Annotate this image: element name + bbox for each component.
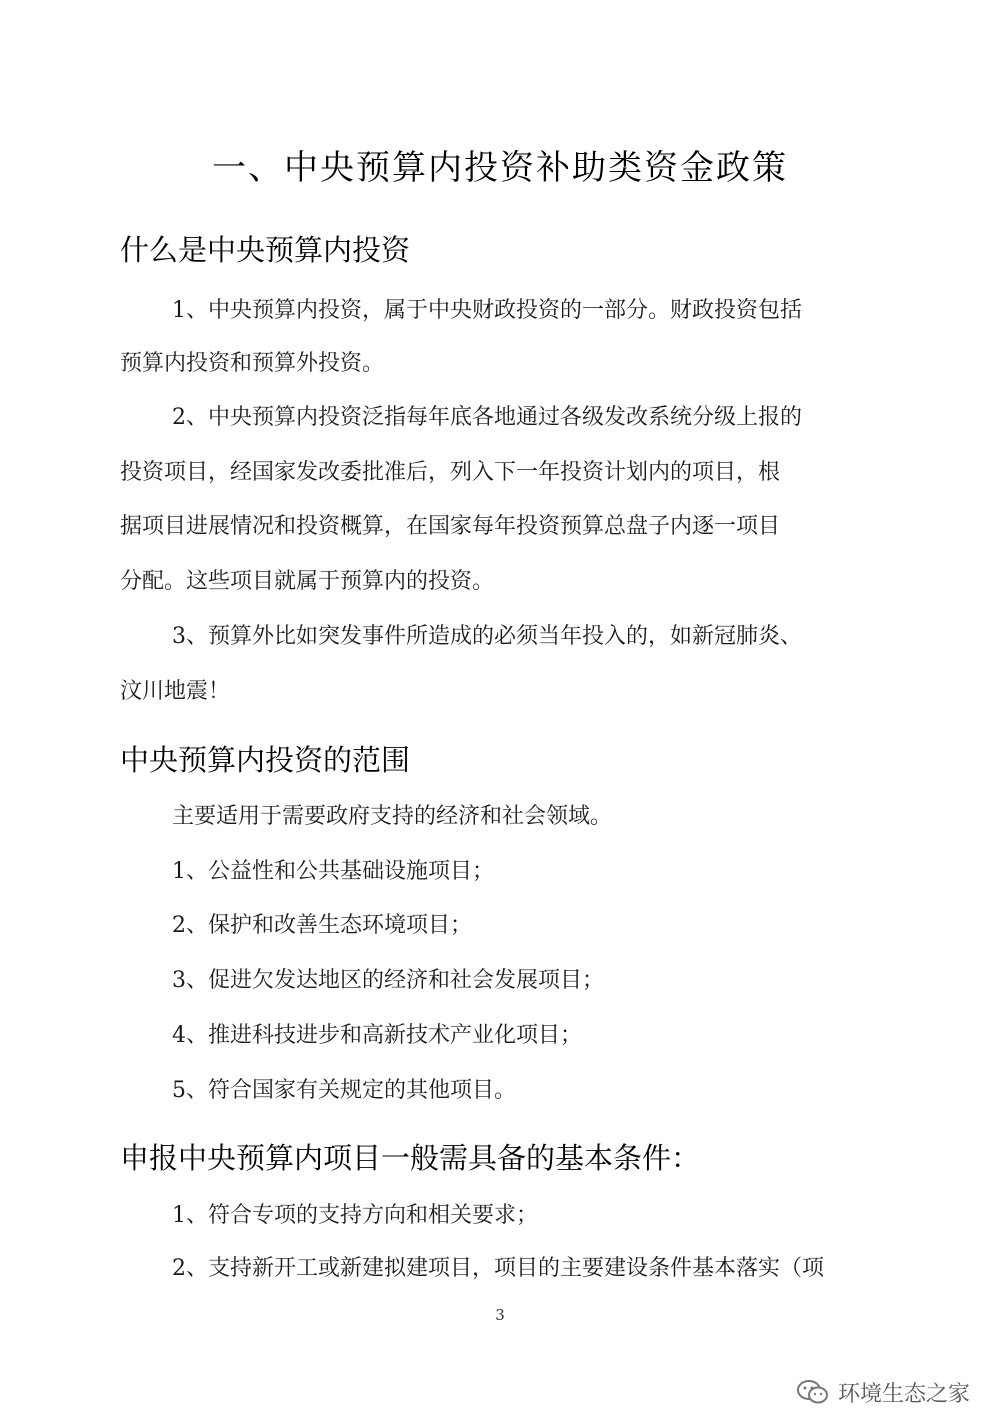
paragraph-line: 预算内投资和预算外投资。: [120, 351, 385, 376]
section-heading-what-is: 什么是中央预算内投资: [120, 233, 411, 267]
page-number: 3: [495, 1306, 505, 1324]
section-heading-conditions: 申报中央预算内项目一般需具备的基本条件：: [120, 1141, 701, 1175]
paragraph-line: 3、预算外比如突发事件所造成的必须当年投入的，如新冠肺炎、: [172, 624, 802, 649]
section-heading-scope: 中央预算内投资的范围: [120, 743, 411, 777]
paragraph-line: 据项目进展情况和投资概算，在国家每年投资预算总盘子内逐一项目: [120, 514, 781, 539]
watermark: [796, 1377, 970, 1407]
watermark-text: 环境生态之家: [837, 1381, 970, 1407]
list-item: 4、推进科技进步和高新技术产业化项目；: [172, 1023, 582, 1048]
paragraph-line: 主要适用于需要政府支持的经济和社会领域。: [172, 804, 613, 829]
paragraph-line: 2、中央预算内投资泛指每年底各地通过各级发改系统分级上报的: [172, 405, 802, 430]
paragraph-line: 汶川地震！: [120, 679, 231, 704]
list-item: 2、保护和改善生态环境项目；: [172, 913, 472, 938]
paragraph-line: 1、中央预算内投资，属于中央财政投资的一部分。财政投资包括: [172, 298, 802, 323]
paragraph-line: 分配。这些项目就属于预算内的投资。: [120, 569, 495, 594]
list-item: 1、符合专项的支持方向和相关要求；: [172, 1203, 538, 1228]
list-item: 3、促进欠发达地区的经济和社会发展项目；: [172, 968, 604, 993]
list-item: 1、公益性和公共基础设施项目；: [172, 859, 494, 884]
list-item: 2、支持新开工或新建拟建项目，项目的主要建设条件基本落实（项: [172, 1256, 824, 1281]
page-title: 一、中央预算内投资补助类资金政策: [212, 148, 788, 188]
wechat-icon: [796, 1379, 830, 1405]
list-item: 5、符合国家有关规定的其他项目。: [172, 1078, 516, 1103]
paragraph-line: 投资项目，经国家发改委批准后，列入下一年投资计划内的项目，根: [120, 460, 781, 485]
